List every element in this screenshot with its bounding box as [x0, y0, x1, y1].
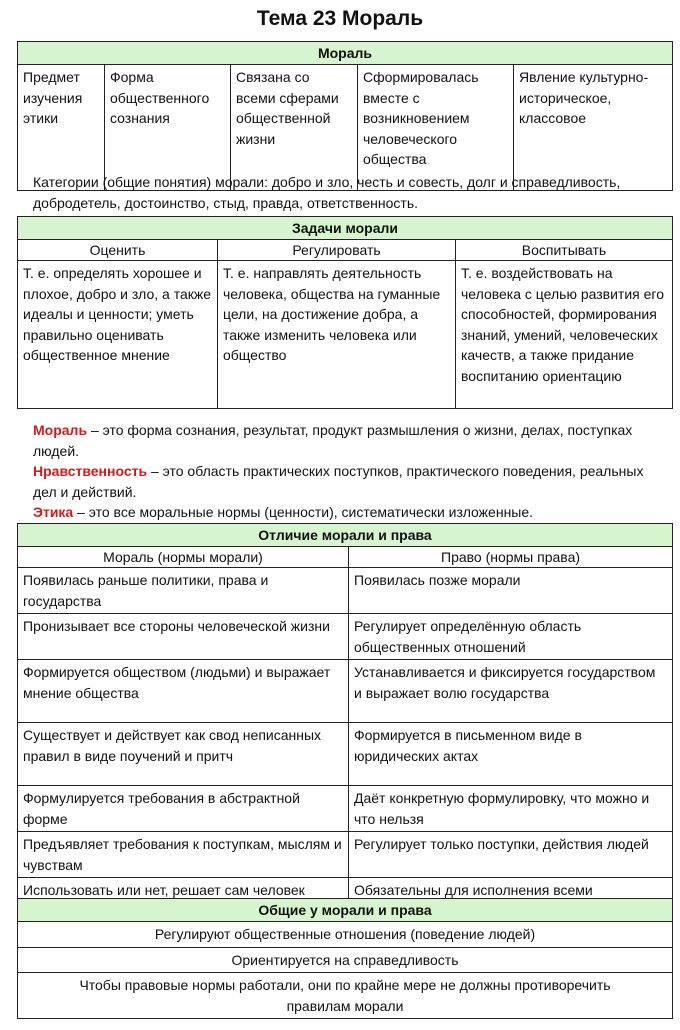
difference-cell: Появилась раньше политики, права и государства [18, 568, 349, 614]
morality-cell: Форма общественного сознания [105, 65, 231, 191]
common-row: Ориентируется на справедливость [18, 947, 673, 973]
difference-cell: Регулирует только поступки, действия людей [349, 832, 673, 878]
morality-cell: Явление культурно-историческое, классовое [514, 65, 673, 191]
definition-term: Этика [33, 504, 74, 520]
tasks-table [17, 216, 673, 409]
definition-ethics [33, 502, 645, 523]
difference-cell: Существует и действует как свод неписанных правил в виде поучений и притч [18, 723, 349, 786]
difference-header: Отличие морали и права [18, 524, 673, 547]
definition-morality [33, 420, 645, 461]
morality-cell: Связана со всеми сферами общественной жизни [231, 65, 358, 191]
definition-text: – это форма сознания, результат, продукт размышления о жизни, делах, поступках людей. [33, 422, 633, 459]
difference-cell: Формулируется требования в абстрактной форме [18, 786, 349, 832]
categories-text: Категории (общие понятия) морали: добро и зло, честь и совесть, долг и справедливость, добродетель, достоинство, стыд, правда, ответственность. [33, 174, 621, 211]
difference-column-header: Мораль (нормы морали) [18, 547, 349, 568]
definitions [33, 420, 645, 523]
difference-cell: Пронизывает все стороны человеческой жизни [18, 614, 349, 660]
difference-cell: Устанавливается и фиксируется государством и выражает волю государства [349, 660, 673, 723]
tasks-column-header: Воспитывать [456, 240, 673, 261]
tasks-column-header: Оценить [18, 240, 218, 261]
difference-column-header: Право (нормы права) [349, 547, 673, 568]
difference-cell: Даёт конкретную формулировку, что можно и что нельзя [349, 786, 673, 832]
difference-cell: Использовать или нет, решает сам человек [18, 878, 349, 904]
difference-cell: Формируется в письменном виде в юридических актах [349, 723, 673, 786]
definition-term: Нравственность [33, 463, 148, 479]
definition-text: – это все моральные нормы (ценности), систематически изложенные. [73, 504, 534, 520]
tasks-column-header: Регулировать [218, 240, 456, 261]
definition-text: – это область практических поступков, практического поведения, реальных дел и действий. [33, 463, 644, 500]
morality-header: Мораль [18, 42, 673, 65]
difference-table [17, 523, 673, 904]
tasks-cell: Т. е. воздействовать на человека с целью развития его способностей, формирования знаний, умений, человеческих качеств, а также придание воспитанию ориентацию [456, 261, 673, 409]
tasks-header: Задачи морали [18, 217, 673, 240]
difference-cell: Регулирует определённую область общественных отношений [349, 614, 673, 660]
difference-cell: Предъявляет требования к поступкам, мыслям и чувствам [18, 832, 349, 878]
morality-cell: Предмет изучения этики [18, 65, 105, 191]
common-row: Чтобы правовые нормы работали, они по крайне мере не должны противоречить правилам морали [18, 973, 673, 1019]
difference-cell: Обязательны для исполнения всеми [349, 878, 673, 904]
page-title: Тема 23 Мораль [256, 7, 424, 30]
difference-cell: Формируется обществом (людьми) и выражает мнение общества [18, 660, 349, 723]
tasks-cell: Т. е. направлять деятельность человека, общества на гуманные цели, на достижение добра, а также изменить человека или общество [218, 261, 456, 409]
definition-ethics-practice [33, 461, 645, 502]
common-row: Регулируют общественные отношения (поведение людей) [18, 922, 673, 948]
difference-cell: Появилась позже морали [349, 568, 673, 614]
tasks-cell: Т. е. определять хорошее и плохое, добро и зло, а также идеалы и ценности; уметь правильно оценивать общественное мнение [18, 261, 218, 409]
definition-term: Мораль [33, 422, 88, 438]
morality-table [17, 41, 673, 191]
common-header: Общие у морали и права [18, 899, 673, 922]
common-table [17, 898, 673, 1019]
morality-cell: Сформировалась вместе с возникновением человеческого общества [358, 65, 514, 191]
